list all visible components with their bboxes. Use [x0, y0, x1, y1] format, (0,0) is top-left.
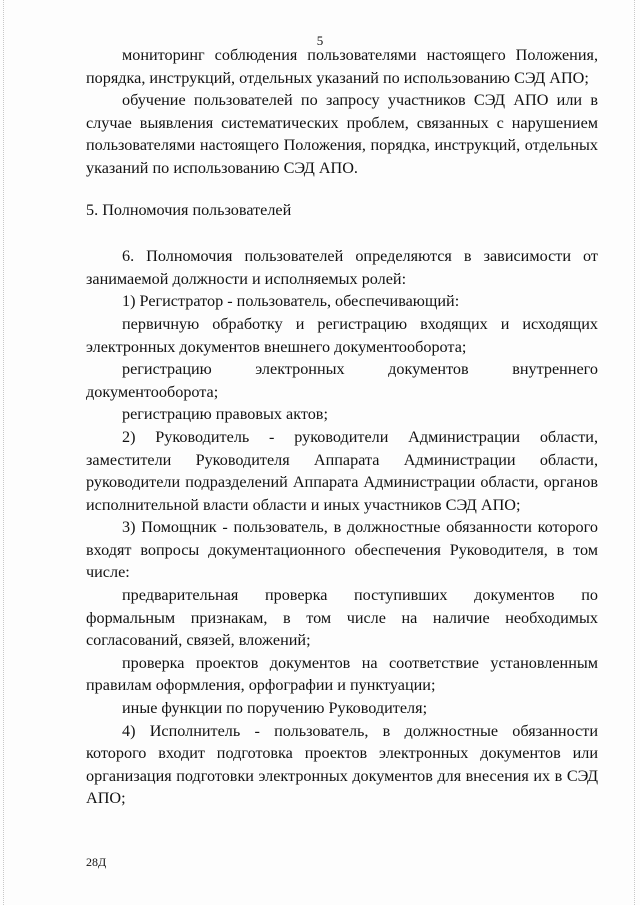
paragraph-assistant-other: иные функции по поручению Руководителя;	[122, 699, 428, 718]
page-number: 5	[316, 33, 324, 48]
paragraph-assistant-preliminary-check: предварительная проверка поступивших документов по формальным признакам, в том числе на наличие необходимых согласований, связей, вложений;	[86, 586, 598, 650]
paragraph-registrar-internal: регистрацию электронных документов внутреннего документооборота;	[86, 360, 598, 401]
paragraph-head: 2) Руководитель - руководители Администрации области, заместители Руководителя Аппарата Администрации области, руководители подразделений Аппарата Администрации области, органов исполнительной власти области и иных участников СЭД АПО;	[86, 427, 598, 514]
section-heading: 5. Полномочия пользователей	[86, 200, 292, 219]
paragraph-registrar-legal-acts: регистрацию правовых актов;	[122, 405, 328, 424]
scan-edge-right	[634, 0, 637, 905]
paragraph-registrar-primary-processing: первичную обработку и регистрацию входящих и исходящих электронных документов внешнего документооборота;	[86, 314, 598, 356]
paragraph-training: обучение пользователей по запросу участников СЭД АПО или в случае выявления систематических проблем, связанных с нарушением пользователями настоящего Положения, порядка, инструкций, отдельных указаний по использованию СЭД АПО.	[86, 91, 598, 177]
paragraph-registrar: 1) Регистратор - пользователь, обеспечивающий:	[122, 292, 460, 311]
paragraph-executor: 4) Исполнитель - пользователь, в должностные обязанности которого входит подготовка проектов электронных документов или организация подготовки электронных документов для внесения их в СЭД АПО;	[86, 721, 598, 808]
paragraph-monitoring: мониторинг соблюдения пользователями настоящего Положения, порядка, инструкций, отдельных указаний по использованию СЭД АПО;	[86, 46, 598, 87]
footer-code: 28Д	[86, 855, 107, 869]
paragraph-item-6: 6. Полномочия пользователей определяются в зависимости от занимаемой должности и исполняемых ролей:	[86, 247, 598, 288]
document-body	[86, 44, 598, 810]
scan-edge-left	[3, 0, 6, 905]
paragraph-assistant: 3) Помощник - пользователь, в должностные обязанности которого входят вопросы документационного обеспечения Руководителя, в том числе:	[86, 518, 598, 582]
paragraph-assistant-draft-check: проверка проектов документов на соответствие установленным правилам оформления, орфографии и пунктуации;	[86, 653, 598, 695]
